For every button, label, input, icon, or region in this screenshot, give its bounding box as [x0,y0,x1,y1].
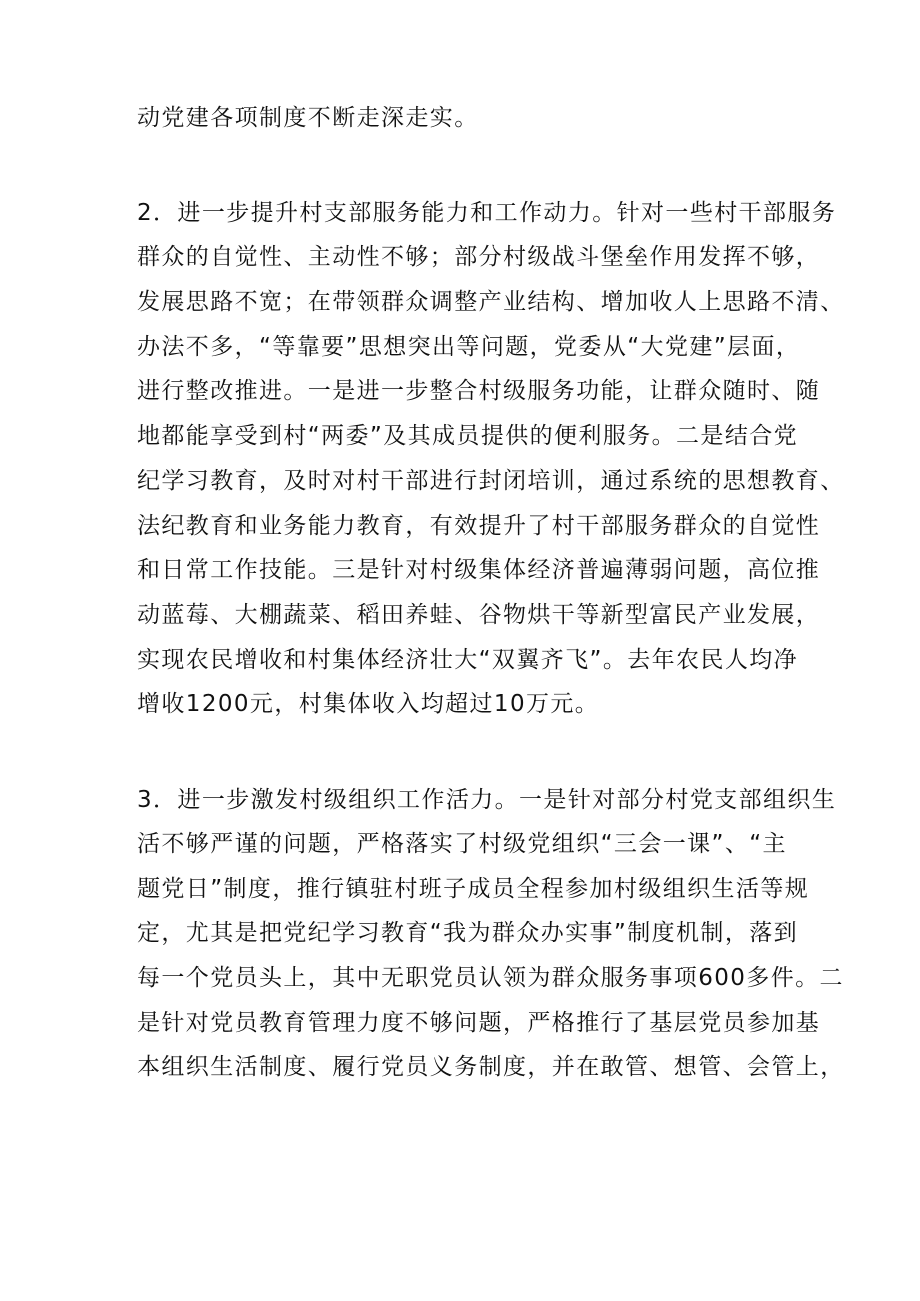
paragraph-2-line-10: 动蓝莓、大棚蔬菜、稻田养蛙、谷物烘干等新型富民产业发展， [137,602,821,628]
paragraph-3-line-4: 定，尤其是把党纪学习教育“我为群众办实事”制度机制，落到 [137,920,799,946]
paragraph-2-line-8: 法纪教育和业务能力教育，有效提升了村干部服务群众的自觉性 [137,513,821,539]
paragraph-2-line-1: 2．进一步提升村支部服务能力和工作动力。针对一些村干部服务 [137,200,837,226]
paragraph-2-line-5: 进行整改推进。一是进一步整合村级服务功能，让群众随时、随 [137,378,821,404]
paragraph-2-line-6: 地都能享受到村“两委”及其成员提供的便利服务。二是结合党 [137,423,799,449]
paragraph-3-line-5: 每一个党员头上，其中无职党员认领为群众服务事项600多件。二 [137,965,844,991]
paragraph-2-line-4: 办法不多，“等靠要”思想突出等问题，党委从“大党建”层面， [137,334,801,360]
paragraph-2-line-9: 和日常工作技能。三是针对村级集体经济普遍薄弱问题，高位推 [137,557,821,583]
paragraph-3-line-7: 本组织生活制度、履行党员义务制度，并在敢管、想管、会管上， [137,1054,845,1080]
paragraph-3-line-6: 是针对党员教育管理力度不够问题，严格推行了基层党员参加基 [137,1010,821,1036]
paragraph-3-line-3: 题党日”制度，推行镇驻村班子成员全程参加村级组织生活等规 [137,876,810,902]
paragraph-2-line-3: 发展思路不宽；在带领群众调整产业结构、增加收人上思路不清、 [137,289,845,315]
paragraph-2-line-2: 群众的自觉性、主动性不够；部分村级战斗堡垒作用发挥不够， [137,244,821,270]
paragraph-1-line-1: 动党建各项制度不断走深走实。 [137,105,479,131]
paragraph-2-line-12: 增收1200元，村集体收入均超过10万元。 [137,691,600,717]
paragraph-2-line-11: 实现农民增收和村集体经济壮大“双翼齐飞”。去年农民人均净 [137,647,799,673]
paragraph-3-line-2: 活不够严谨的问题，严格落实了村级党组织“三会一课”、“主 [137,831,787,857]
paragraph-3-line-1: 3．进一步激发村级组织工作活力。一是针对部分村党支部组织生 [137,787,837,813]
paragraph-2-line-7: 纪学习教育，及时对村干部进行封闭培训，通过系统的思想教育、 [137,468,845,494]
